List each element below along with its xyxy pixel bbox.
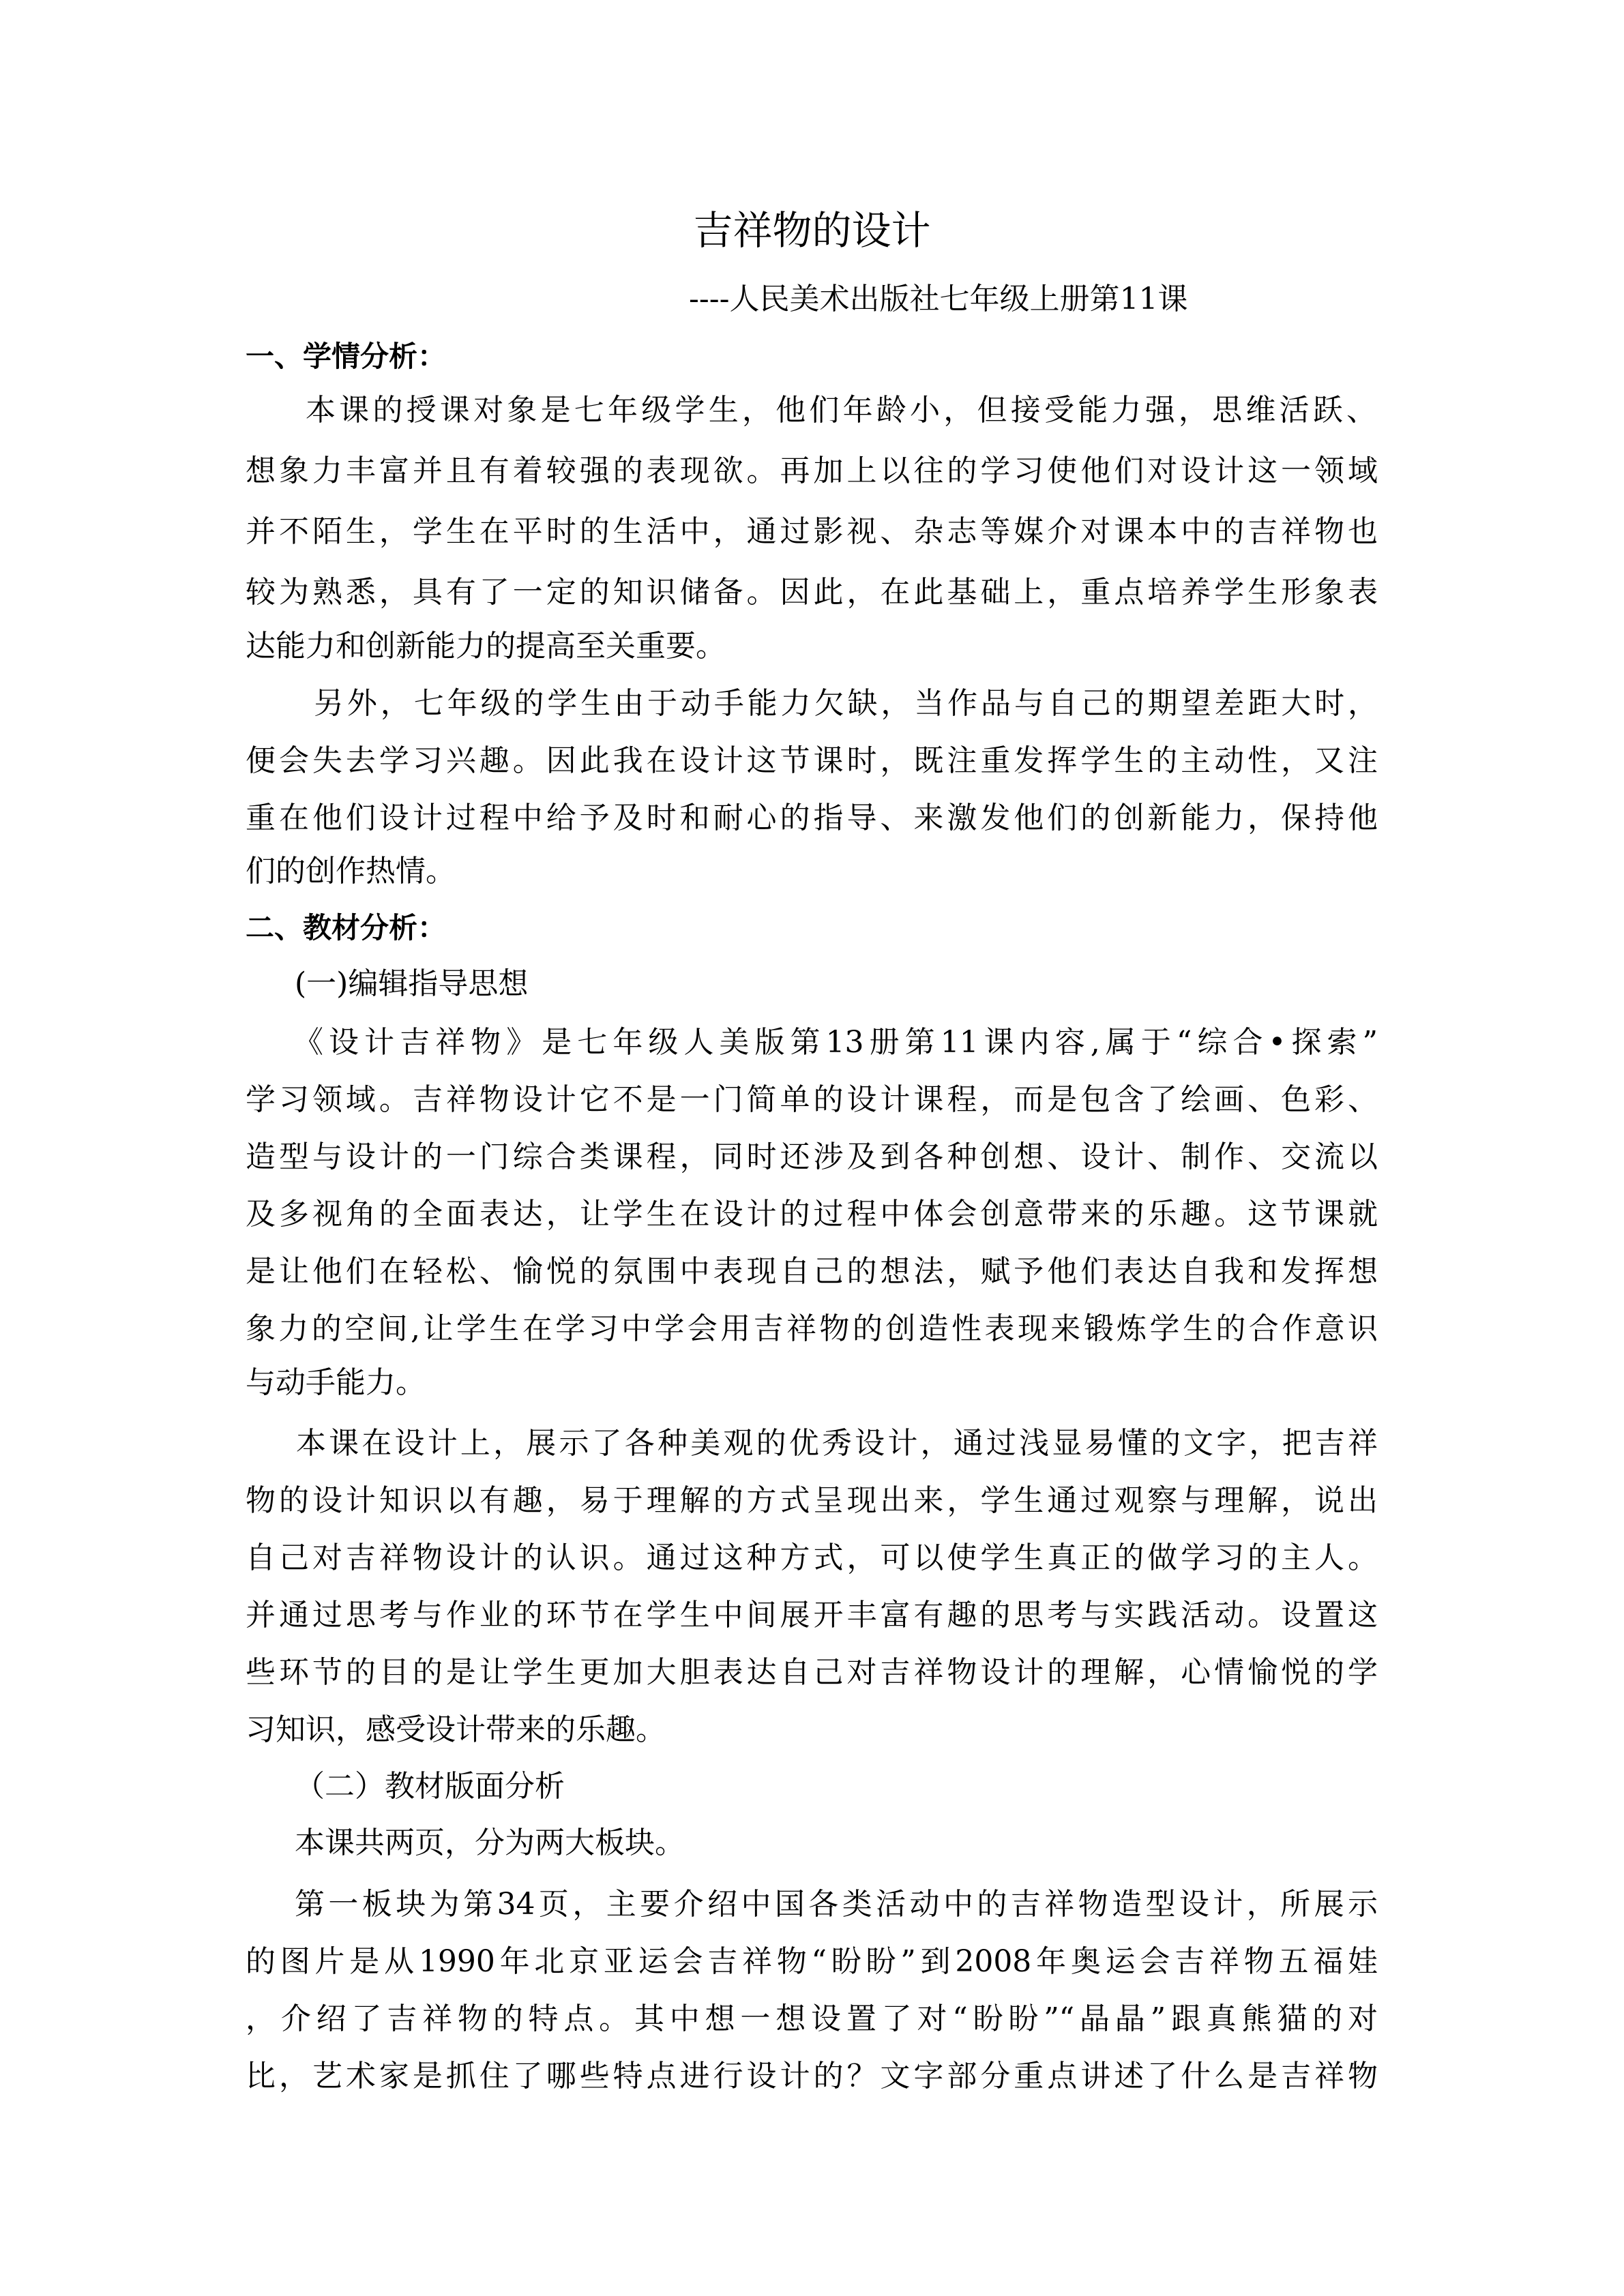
paragraph-line: 象力的空间,让学生在学习中学会用吉祥物的创造性表现来锻炼学生的合作意识	[246, 1311, 1378, 1346]
paragraph-line: 另外，七年级的学生由于动手能力欠缺，当作品与自己的期望差距大时，	[314, 686, 1378, 721]
paragraph-line: 达能力和创新能力的提高至关重要。	[246, 629, 726, 664]
paragraph-line: 并通过思考与作业的环节在学生中间展开丰富有趣的思考与实践活动。设置这	[246, 1598, 1378, 1632]
paragraph-line: 物的设计知识以有趣，易于理解的方式呈现出来，学生通过观察与理解，说出	[246, 1483, 1378, 1518]
paragraph-line: 较为熟悉，具有了一定的知识储备。因此，在此基础上，重点培养学生形象表	[246, 575, 1378, 610]
subsection-heading: （二）教材版面分析	[295, 1769, 565, 1804]
paragraph-line: 第一板块为第34页，主要介绍中国各类活动中的吉祥物造型设计，所展示	[295, 1887, 1378, 1922]
paragraph-line: 们的创作热情。	[246, 854, 456, 889]
paragraph-line: 的图片是从1990年北京亚运会吉祥物“盼盼”到2008年奥运会吉祥物五福娃	[246, 1944, 1378, 1979]
paragraph-line: 想象力丰富并且有着较强的表现欲。再加上以往的学习使他们对设计这一领域	[246, 453, 1378, 488]
section-heading: 二、教材分析：	[246, 911, 447, 944]
subsection-heading: (一)编辑指导思想	[295, 966, 529, 1001]
paragraph-line: 《设计吉祥物》是七年级人美版第13册第11课内容,属于“综合•探索”	[293, 1025, 1378, 1060]
page-subtitle: ----人民美术出版社七年级上册第11课	[689, 282, 1188, 316]
paragraph-line: 自己对吉祥物设计的认识。通过这种方式，可以使学生真正的做学习的主人。	[246, 1540, 1378, 1575]
paragraph-line: ，介绍了吉祥物的特点。其中想一想设置了对“盼盼”“晶晶”跟真熊猫的对	[246, 2001, 1378, 2036]
paragraph-line: 习知识，感受设计带来的乐趣。	[246, 1712, 666, 1747]
paragraph-line: 学习领域。吉祥物设计它不是一门简单的设计课程，而是包含了绘画、色彩、	[246, 1082, 1378, 1117]
section-heading: 一、学情分析：	[246, 340, 447, 373]
paragraph-line: 比，艺术家是抓住了哪些特点进行设计的？文字部分重点讲述了什么是吉祥物	[246, 2059, 1378, 2093]
paragraph-line: 些环节的目的是让学生更加大胆表达自己对吉祥物设计的理解，心情愉悦的学	[246, 1655, 1378, 1690]
paragraph-line: 与动手能力。	[246, 1365, 426, 1400]
paragraph-line: 及多视角的全面表达，让学生在设计的过程中体会创意带来的乐趣。这节课就	[246, 1197, 1378, 1232]
paragraph-line: 本课共两页，分为两大板块。	[295, 1825, 685, 1860]
paragraph-line: 并不陌生，学生在平时的生活中，通过影视、杂志等媒介对课本中的吉祥物也	[246, 514, 1378, 549]
paragraph-line: 造型与设计的一门综合类课程，同时还涉及到各种创想、设计、制作、交流以	[246, 1139, 1378, 1174]
paragraph-line: 本课的授课对象是七年级学生，他们年龄小，但接受能力强，思维活跃、	[306, 393, 1376, 428]
page-title: 吉祥物的设计	[693, 207, 931, 254]
paragraph-line: 便会失去学习兴趣。因此我在设计这节课时，既注重发挥学生的主动性，又注	[246, 743, 1378, 778]
paragraph-line: 重在他们设计过程中给予及时和耐心的指导、来激发他们的创新能力，保持他	[246, 801, 1378, 835]
paragraph-line: 本课在设计上，展示了各种美观的优秀设计，通过浅显易懂的文字，把吉祥	[296, 1426, 1378, 1461]
paragraph-line: 是让他们在轻松、愉悦的氛围中表现自己的想法，赋予他们表达自我和发挥想	[246, 1254, 1378, 1289]
